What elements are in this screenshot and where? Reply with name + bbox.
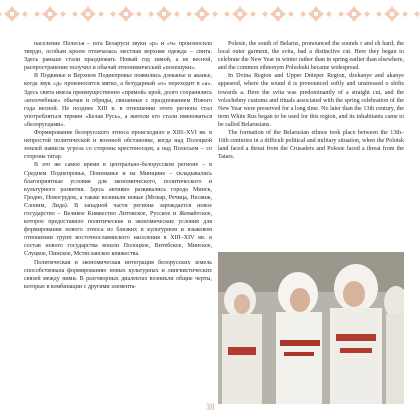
page-number: 38 bbox=[205, 402, 215, 412]
left-paragraph: Формирование белорусского этноса происходило в XIII–XVI вв. в непростой политической и военной обстановке, когда над Полоцкой землей нависла угроза со стороны крестоносцев, а над Полесьем – со стороны татар. bbox=[24, 130, 212, 161]
ornament-motif bbox=[224, 6, 256, 22]
right-paragraph: In Dvina Region and Upper Dnieper Region, dzekanye and akanye appeared, where the sound d is pronounced softly and unstressed o shifts towards a. Here the svita was predominantly of a straight cut, and the volochebny customs and rituals associated with the spring celebration of the New Year were preserved for a long time. No later than the 13th century, the term White Rus began to be used for this region, and its inhabitants came to be called Belarusians. bbox=[218, 73, 404, 128]
ornament-motif bbox=[186, 6, 218, 22]
ornament-motif bbox=[110, 6, 142, 22]
left-paragraph: население Полесья – юга Беларуси звуки «р» и «ч» произносило твердо, особым кроем отличалась местная верхняя одежда – свита. Здесь раньше стали праздновать Новый год зимой, а не весной, раcпространение получил и обычай этнонимический «полешуки». bbox=[24, 41, 212, 72]
ornament-border bbox=[0, 0, 420, 36]
left-paragraph: В Подвинье и Верхнем Поднепровье появились дзеканье и аканье, когда звук «д» произносится мягко, а безударный «о» переходит в «а». Здесь свита имела преимущественно «прямой» крой, долго сохранялись «волочебные» обычаи и обряды, связанные с празднованием Нового года весной. Не позднее XIII в. в отношении этого региона стал употребляться термин «Белая Русь», а жители его стали именоваться «белорусцами». bbox=[24, 73, 212, 128]
ornament-motif bbox=[338, 6, 370, 22]
ornament-motif bbox=[148, 6, 180, 22]
ornament-motif bbox=[414, 6, 420, 22]
left-paragraph: Политическая и экономическая интеграция белорусских земель способствовала формированию новых культурных и лингвистических связей между ними. В разговорных диалектах возникли общие черты, которые в комбинации с другими элемента- bbox=[24, 259, 212, 290]
ornament-pattern bbox=[0, 0, 420, 36]
ornament-motif bbox=[300, 6, 332, 22]
ornament-motif bbox=[262, 6, 294, 22]
ornament-motif bbox=[34, 6, 66, 22]
right-paragraph: The formation of the Belarusian ethnos took place between the 13th–16th centuries in a difficult political and military situation, when the Polotsk land faced a threat from the Crusaders and Polesie faced a threat from the Tatars. bbox=[218, 130, 404, 161]
ornament-motif bbox=[72, 6, 104, 22]
right-column bbox=[218, 40, 404, 161]
left-column bbox=[24, 40, 212, 291]
women-in-white-headscarves-icon bbox=[218, 252, 404, 404]
right-paragraph: Polesie, the south of Belarus, pronounced the sounds r and ch hard; the local outer garment, the svita, had a distinctive cut. Here they began to celebrate the New Year in winter rather than in spring earlier than elsewhere, and the common ethnonym Poleshuki became widespread. bbox=[218, 41, 404, 72]
left-paragraph: В это же самое время в центрально-белорусском регионе – в Среднем Поднепровье, Понеманье и на Минщине – складывались благоприятные условия для экономического, политического и культурного развития. Здесь активно развивались города Минск, Гродно, Новогрудок, а также возникли новые (Мозыр, Речица, Несвиж, Слоним, Лида). В западной части региона зарождается новое государство – Великое Княжество Литовское, Русское и Жемайтское, которое предоставило политические и экономические условия для формирования нового этноса из близких в культурном и языковом отношении групп восточнославянского населения в XIII–XIV вв. в состав нового государства вошли Полоцкое, Витебское, Минское, Слуцкое, Пинское, Мстиславское княжества. bbox=[24, 162, 212, 258]
folk-women-photo bbox=[218, 252, 404, 404]
ornament-motif bbox=[376, 6, 408, 22]
ornament-motif bbox=[0, 6, 28, 22]
